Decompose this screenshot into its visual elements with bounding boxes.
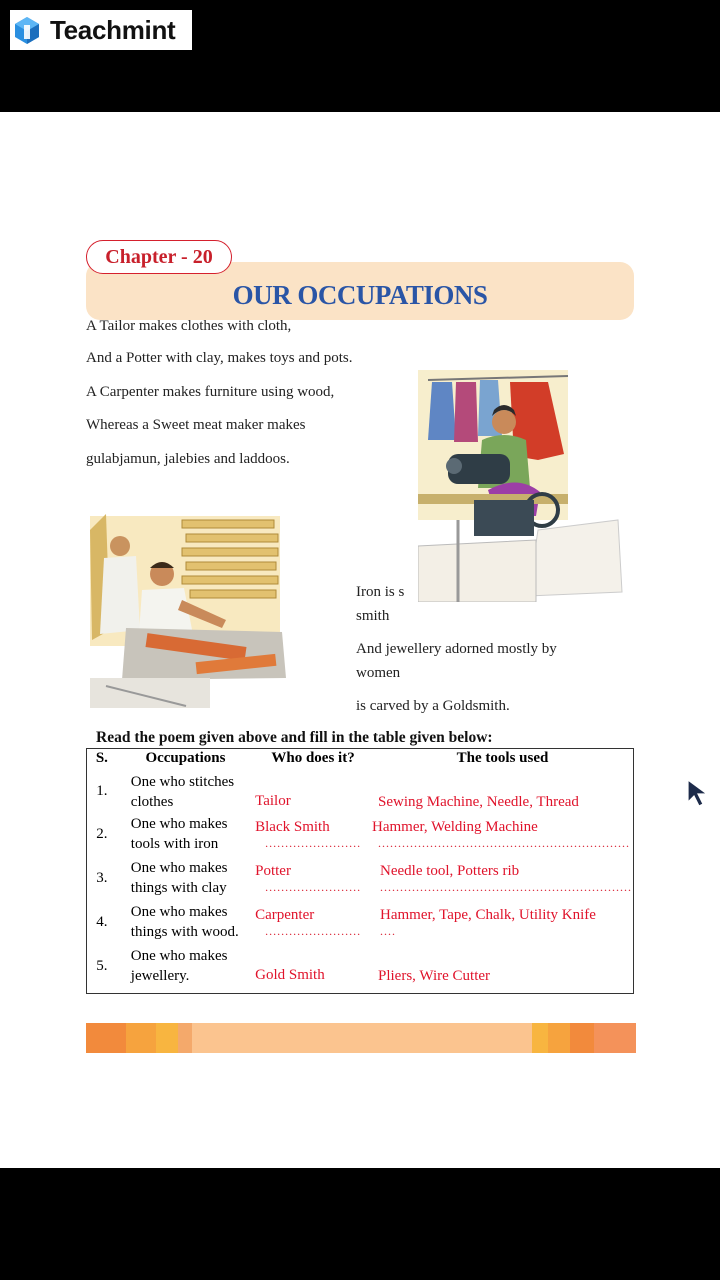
row-who: Potter (255, 862, 291, 879)
logo-text: Teachmint (50, 14, 176, 45)
page-title: OUR OCCUPATIONS (232, 280, 488, 310)
row-tools: Hammer, Tape, Chalk, Utility Knife (380, 906, 596, 923)
row-tools: Pliers, Wire Cutter (378, 967, 491, 984)
row-occupation: One who makes (130, 904, 228, 920)
row-sn: 5. (96, 957, 108, 974)
row-sn: 2. (96, 825, 108, 842)
footer-decoration-band (86, 1023, 636, 1053)
occupations-table (86, 748, 634, 994)
row-who: Tailor (255, 793, 291, 809)
row-occupation: One who stitches (130, 773, 235, 790)
row-who: Carpenter (255, 906, 315, 923)
tailor-illustration (418, 370, 624, 602)
header-sn: S. (95, 750, 108, 766)
table-row (87, 900, 633, 944)
poem-line: And jewellery adorned mostly by (356, 641, 557, 657)
bottom-bar (0, 1168, 720, 1280)
poem-line: Whereas a Sweet meat maker makes (86, 417, 306, 433)
row-who: Black Smith (255, 818, 330, 835)
table-instruction: Read the poem given above and fill in the table given below: (96, 729, 493, 746)
header-tools: The tools used (456, 750, 549, 766)
table-row (87, 812, 633, 856)
mouse-cursor-icon (686, 778, 712, 808)
row-occupation-cont: tools with iron (130, 836, 219, 852)
row-tools: Hammer, Welding Machine (372, 818, 538, 835)
poem-line: smith (356, 608, 390, 624)
row-occupation: One who makes (130, 816, 228, 832)
table-row (87, 768, 633, 812)
row-occupation-cont: things with clay (130, 880, 227, 896)
poem-line: Iron is s (356, 584, 405, 600)
table-header-row (87, 749, 633, 768)
poem-line: A Tailor makes clothes with cloth, (86, 318, 292, 334)
row-occupation: One who makes (130, 948, 228, 964)
fill-dots: ........................ (265, 879, 362, 894)
poem-line: is carved by a Goldsmith. (356, 698, 510, 714)
row-occupation: One who makes (130, 860, 228, 876)
row-tools: Sewing Machine, Needle, Thread (378, 793, 579, 810)
teachmint-logo[interactable] (10, 10, 192, 50)
teachmint-cube-icon (12, 15, 42, 45)
row-sn: 4. (96, 913, 108, 930)
row-tools: Needle tool, Potters rib (380, 862, 520, 879)
fill-dots: ............................................................... (380, 879, 632, 894)
top-bar (0, 0, 720, 112)
poem-line: A Carpenter makes furniture using wood, (86, 384, 335, 400)
fill-dots: .... (380, 923, 396, 938)
row-who: Gold Smith (255, 967, 325, 983)
row-occupation-cont: clothes (130, 793, 174, 810)
row-occupation-cont: things with wood. (130, 924, 239, 940)
poem-line: gulabjamun, jalebies and laddoos. (86, 451, 290, 467)
fill-dots: ............................................................... (378, 835, 630, 850)
header-occupations: Occupations (145, 750, 226, 766)
fill-dots: ........................ (265, 835, 362, 850)
textbook-page[interactable] (0, 112, 720, 1168)
chapter-label: Chapter - 20 (86, 240, 232, 274)
carpenter-illustration (86, 510, 286, 710)
table-row (87, 944, 633, 988)
row-sn: 3. (96, 869, 108, 886)
header-who: Who does it? (271, 750, 355, 766)
poem-line: women (356, 665, 401, 681)
table-row (87, 856, 633, 900)
fill-dots: ........................ (265, 923, 362, 938)
poem-line: And a Potter with clay, makes toys and pots. (86, 350, 353, 366)
row-sn: 1. (96, 783, 108, 799)
row-occupation-cont: jewellery. (130, 968, 190, 984)
